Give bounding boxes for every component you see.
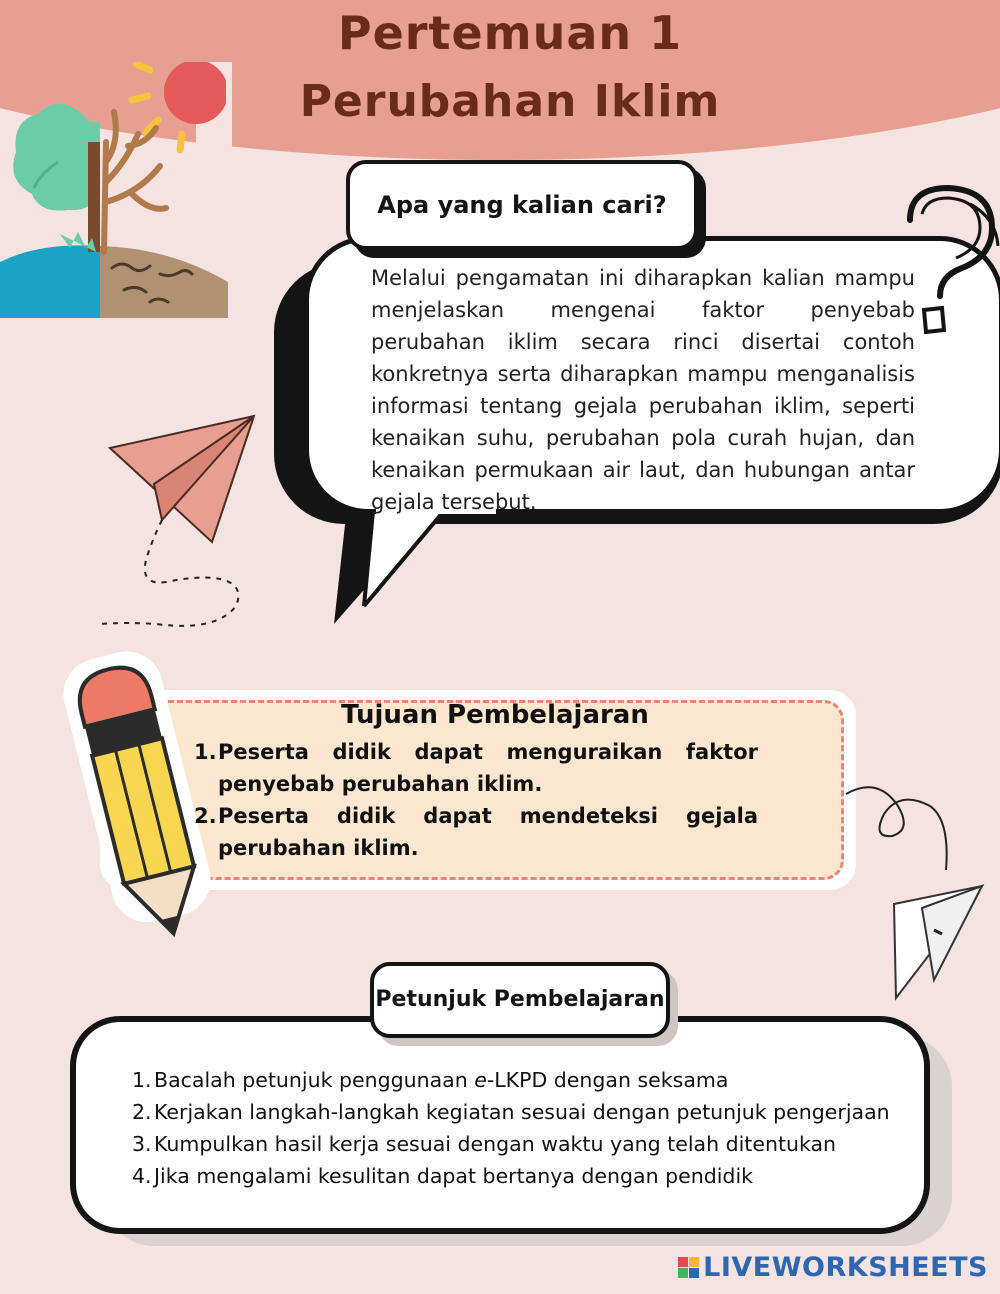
goal-description: Melalui pengamatan ini diharapkan kalian mampu menjelaskan mengenai faktor penyebab perubahan iklim secara rinci disertai contoh konkretnya serta diharapkan mampu menganalisis informasi tentang gejala perubahan iklim, seperti kenaikan suhu, perubahan pola curah hujan, dan kenaikan permukaan air laut, dan hubungan antar gejala tersebut. <box>371 266 915 514</box>
list-item-number: 3. <box>132 1132 152 1156</box>
paper-plane-outline-icon <box>838 780 988 1004</box>
list-item-number: 4. <box>132 1164 152 1188</box>
list-item <box>132 1128 922 1160</box>
list-item-text: Jika mengalami kesulitan dapat bertanya dengan pendidik <box>154 1164 754 1188</box>
goal-tag: Apa yang kalian cari? <box>346 160 698 250</box>
question-mark-icon <box>900 184 1000 348</box>
list-item-text: Peserta didik dapat menguraikan faktor penyebab perubahan iklim. <box>218 740 758 796</box>
list-item-text-part: -LKPD dengan seksama <box>486 1068 729 1092</box>
list-item <box>132 1096 922 1128</box>
brand-name: LIVEWORKSHEETS <box>703 1252 988 1283</box>
list-item-text: Peserta didik dapat mendeteksi gejala perubahan iklim. <box>218 804 758 860</box>
objectives-list <box>194 736 758 864</box>
list-item-number: 1. <box>194 740 217 764</box>
objectives-title: Tujuan Pembelajaran <box>341 700 649 730</box>
liveworksheets-logo[interactable] <box>678 1252 988 1283</box>
climate-tree-sun-icon <box>0 62 232 324</box>
page-title-line-2: Perubahan Iklim <box>299 76 721 127</box>
list-item-text <box>154 1064 728 1096</box>
paper-plane-icon <box>96 410 266 634</box>
list-item-number: 2. <box>132 1100 152 1124</box>
list-item-number: 2. <box>194 804 217 828</box>
list-item <box>194 736 758 800</box>
list-item-text: Kumpulkan hasil kerja sesuai dengan waktu yang telah ditentukan <box>154 1132 837 1156</box>
list-item-text-part: Bacalah petunjuk penggunaan <box>154 1068 475 1092</box>
list-item-number: 1. <box>132 1068 152 1092</box>
list-item <box>194 800 758 864</box>
list-item-text-emphasis: e <box>474 1068 487 1092</box>
instructions-tag: Petunjuk Pembelajaran <box>370 962 670 1038</box>
page-title-line-1: Pertemuan 1 <box>337 6 683 60</box>
list-item-text: Kerjakan langkah-langkah kegiatan sesuai dengan petunjuk pengerjaan <box>154 1100 890 1124</box>
instructions-list <box>132 1064 922 1192</box>
list-item <box>132 1160 922 1192</box>
list-item <box>132 1064 922 1096</box>
liveworksheets-logo-icon <box>678 1257 699 1278</box>
